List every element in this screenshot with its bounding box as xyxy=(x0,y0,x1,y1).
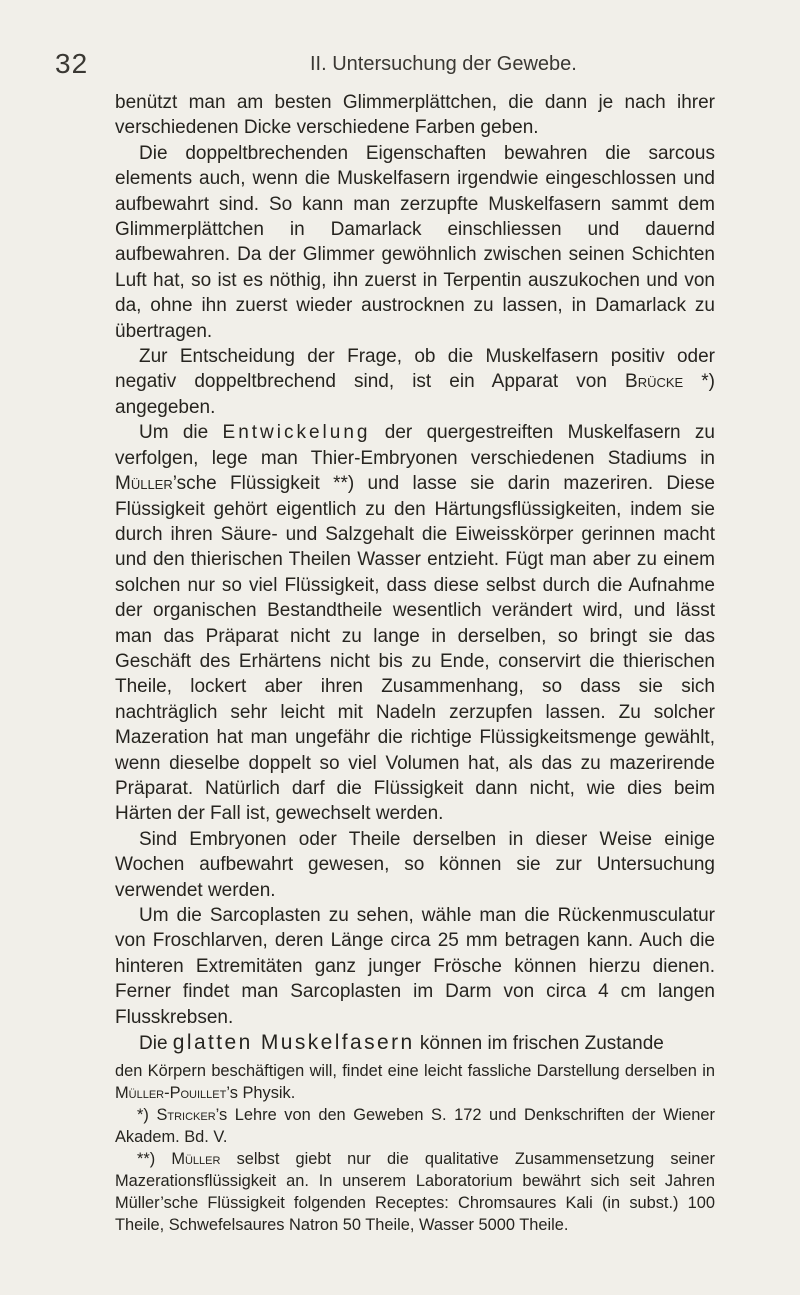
paragraph-7 xyxy=(115,1030,715,1056)
author-name-mueller-footnote: Müller xyxy=(171,1150,221,1168)
footnote-1 xyxy=(115,1104,715,1148)
paragraph-1: benützt man am besten Glimmerplättchen, die dann je nach ihrer verschiedenen Dicke verschiedene Farben geben. xyxy=(115,92,715,139)
paragraph-5: Sind Embryonen oder Theile derselben in dieser Weise einige Wochen aufbewahrt gewesen, so können sie zur Untersuchung verwendet werden. xyxy=(115,828,715,901)
paragraph-4-rest: ’sche Flüssigkeit **) und lasse sie darin mazeriren. Diese Flüssigkeit gehört eigentlich zu den Härtungsflüssigkeiten, indem sie durch ihren Säure- und Salzgehalt die Eiweisskörper gerinnen macht und den thierischen Theilen Wasser entzieht. Fügt man aber zu einem solchen nur so viel Flüssigkeit, dass diese selbst durch die Aufnahme der organischen Bestandtheile wesentlich verändert wird, und lässt man das Präparat nicht zu lange in derselben, so bringt sie das Geschäft des Erhärtens nicht bis zu Ende, conservirt die thierischen Theile, lockert aber ihren Zusammenhang, so dass sie sich nachträglich sehr leicht mit Nadeln zerzupfen lassen. Zu solcher Mazeration hat man ungefähr die richtige Flüssigkeitsmenge gewählt, wenn dieselbe doppelt so viel Volumen hat, als das zu mazerirende Präparat. Natürlich darf die Flüssigkeit dann nicht, wie dies beim Härten der Fall ist, gewechselt werden. xyxy=(115,473,715,825)
footnote-continuation-end: ’s Physik. xyxy=(226,1084,296,1102)
paragraph-6: Um die Sarcoplasten zu sehen, wähle man die Rückenmusculatur von Froschlarven, deren Länge circa 25 mm betragen kann. Auch die hinteren Extremitäten ganz junger Frösche können hierzu dienen. Ferner findet man Sarcoplasten im Darm von circa 4 cm langen Flusskrebsen. xyxy=(115,905,715,1028)
footnote-continuation-text: den Körpern beschäftigen will, findet eine leicht fassliche Darstellung derselben in xyxy=(115,1062,715,1080)
author-name-mueller-pouillet: Müller-Pouillet xyxy=(115,1084,227,1102)
emphasis-glatten-muskelfasern: glatten Muskelfasern xyxy=(172,1031,415,1055)
author-name-mueller: Müller xyxy=(115,473,173,495)
footnote-1-text: ’s Lehre von den Geweben S. 172 und Denkschriften der Wiener Akadem. Bd. V. xyxy=(115,1106,715,1146)
paragraph-3 xyxy=(115,344,715,420)
paragraph-4 xyxy=(115,420,715,827)
main-text xyxy=(115,90,715,1056)
running-head: II. Untersuchung der Gewebe. xyxy=(310,53,577,75)
paragraph-4-mid: der quergestreiften Muskelfasern zu verfolgen, lege man Thier-Embryonen verschiedenen Stadiums in xyxy=(115,422,715,469)
paragraph-7-rest: können im frischen Zustande xyxy=(414,1033,664,1055)
page-number: 32 xyxy=(55,48,89,79)
footnote-1-mark: *) xyxy=(137,1106,157,1124)
paragraph-3-text: Zur Entscheidung der Frage, ob die Muskelfasern positiv oder negativ doppeltbrechend sind, ist ein Apparat von xyxy=(115,346,715,393)
paragraph-3-end: *) angegeben. xyxy=(115,371,716,418)
author-name-stricker: Stricker xyxy=(156,1106,216,1124)
footnote-2 xyxy=(115,1148,715,1236)
emphasis-entwickelung: Entwickelung xyxy=(222,422,371,444)
footnotes xyxy=(115,1060,715,1236)
author-name-bruecke: Brücke xyxy=(625,371,684,393)
footnote-2-mark: **) xyxy=(137,1150,172,1168)
paragraph-7-lead: Die xyxy=(139,1033,173,1055)
paragraph-4-lead: Um die xyxy=(139,422,223,444)
paragraph-2: Die doppeltbrechenden Eigenschaften bewahren die sarcous elements auch, wenn die Muskelfasern irgendwie eingeschlossen und aufbewahrt sind. So kann man zerzupfte Muskelfasern sammt dem Glimmerplättchen in Damarlack einschliessen und dauernd aufbewahren. Da der Glimmer gewöhnlich zwischen seinen Schichten Luft hat, so ist es nöthig, ihn zuerst in Terpentin auszukochen und von da, ohne ihn zuerst wieder austrocknen zu lassen, in Damarlack zu übertragen. xyxy=(115,142,715,342)
footnote-2-text: selbst giebt nur die qualitative Zusammensetzung seiner Mazerationsflüssigkeit an. In unserem Laboratorium bewährt sich seit Jahren Müller’sche Flüssigkeit folgenden Receptes: Chromsaures Kali (in subst.) 100 Theile, Schwefelsaures Natron 50 Theile, Wasser 5000 Theile. xyxy=(115,1150,715,1234)
footnote-continuation xyxy=(115,1060,715,1104)
